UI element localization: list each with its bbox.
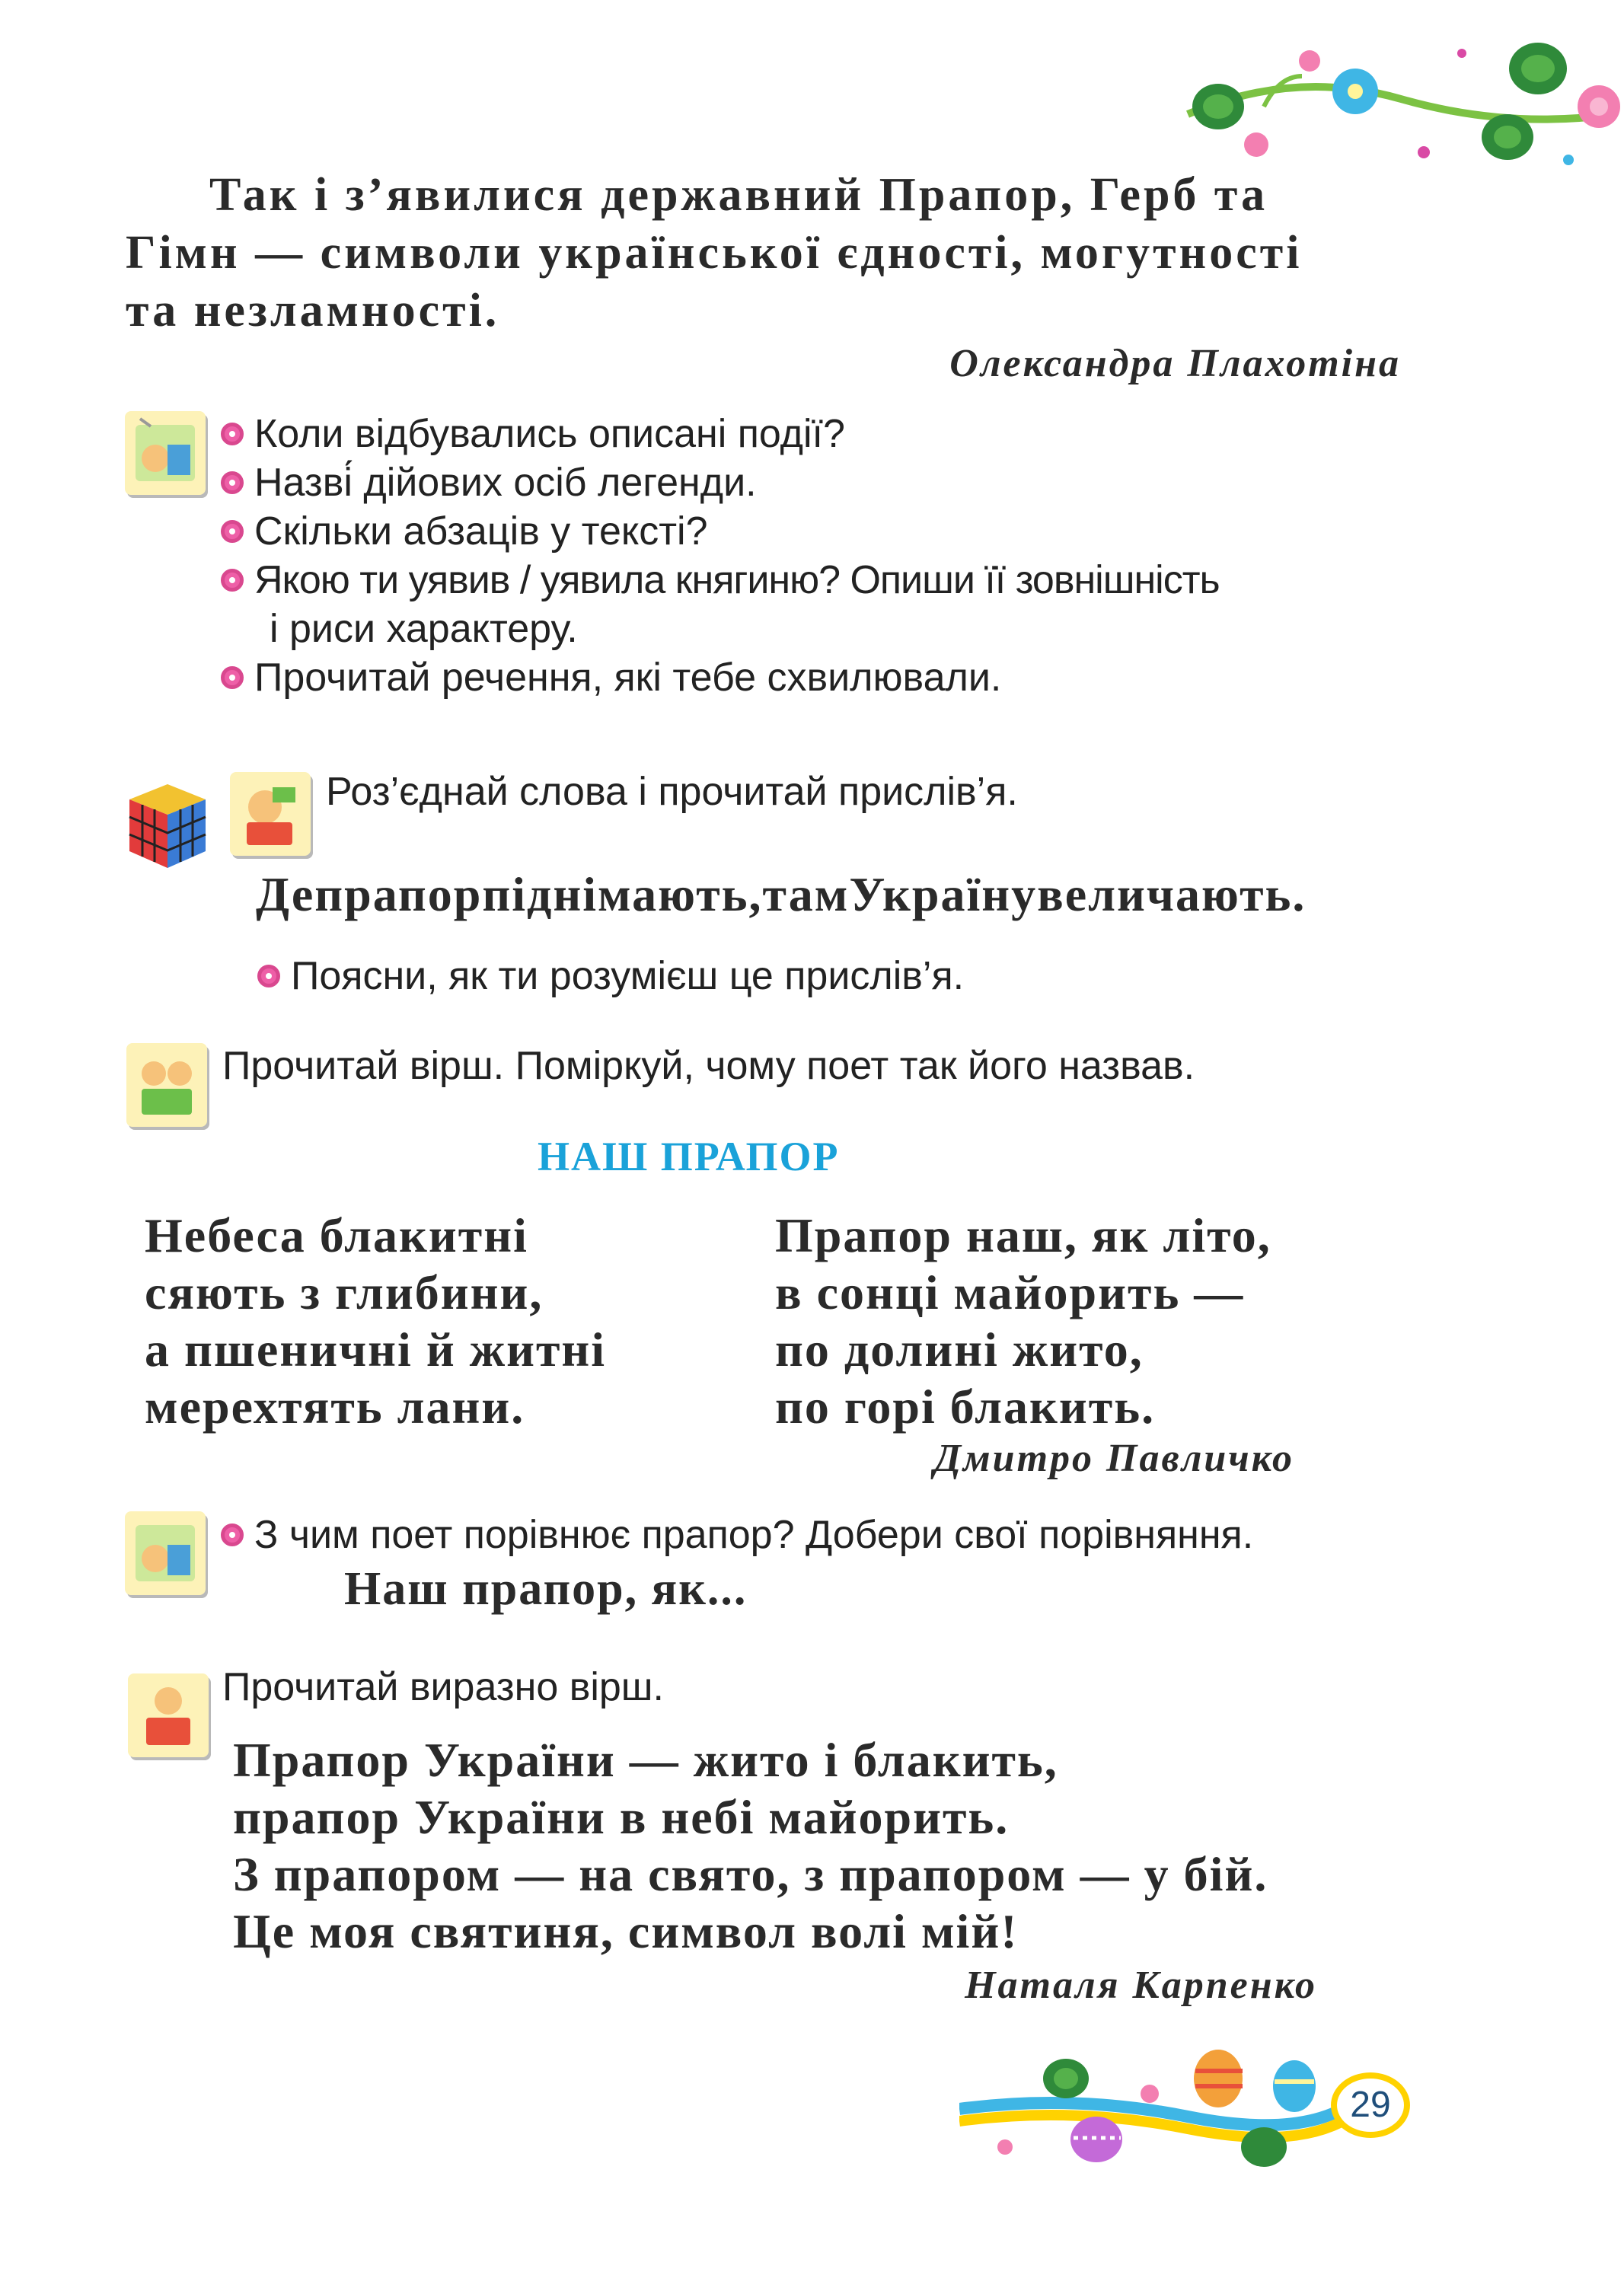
- question-item: [221, 410, 1439, 458]
- intro-line: Гімн — символи української єдності, могутності: [126, 227, 1303, 279]
- question-item: [221, 653, 1439, 702]
- floral-decoration: [1173, 23, 1622, 175]
- questions-list: [221, 410, 1439, 702]
- intro-author: Олександра Плахотіна: [949, 342, 1401, 385]
- proverb-instruction: Роз’єднай слова і прочитай прислів’я.: [326, 770, 1018, 814]
- game-icon: [230, 772, 311, 856]
- poem-line: по долині жито,: [775, 1322, 1144, 1377]
- bullet-icon: [221, 471, 244, 494]
- poem-right-stanza: [775, 1207, 1271, 1435]
- poem-line: по горі блакить.: [775, 1380, 1156, 1434]
- rubik-cube-icon: [114, 769, 221, 876]
- compare-phrase: Наш прапор, як...: [344, 1563, 748, 1615]
- poem-line: мерехтять лани.: [145, 1380, 525, 1434]
- intro-line: та незламності.: [126, 285, 500, 337]
- bullet-icon: [221, 1523, 244, 1546]
- question-text: Коли відбувались описані події?: [254, 412, 845, 456]
- poem-line: Це моя святиня, символ волі мій!: [233, 1904, 1019, 1958]
- poem-instruction: Прочитай вірш. Поміркуй, чому поет так його назвав.: [222, 1044, 1195, 1088]
- read-poem: [233, 1731, 1268, 1960]
- bullet-icon: [257, 965, 280, 987]
- read-author: Наталя Карпенко: [965, 1964, 1317, 2007]
- bullet-icon: [221, 423, 244, 445]
- easter-eggs-decoration: [959, 2048, 1370, 2178]
- bullet-icon: [221, 520, 244, 543]
- intro-line: Так і з’явилися державний Прапор, Герб та: [209, 169, 1268, 221]
- bullet-icon: [221, 569, 244, 592]
- poem-title: НАШ ПРАПОР: [538, 1134, 840, 1179]
- think-icon: [125, 411, 206, 495]
- poem-author: Дмитро Павличко: [933, 1437, 1294, 1480]
- proverb-text: Депрапорпіднімають,тамУкраїнувеличають.: [256, 867, 1307, 921]
- compare-question: [221, 1511, 1253, 1559]
- proverb-question: [257, 952, 964, 1000]
- question-text: Назві́ дійових осіб легенди.: [254, 461, 757, 505]
- question-item: [221, 458, 1439, 507]
- poem-line: а пшеничні й житні: [145, 1322, 607, 1377]
- question-item: [221, 507, 1439, 556]
- poem-left-stanza: [145, 1207, 606, 1435]
- question-continuation: і риси характеру.: [270, 607, 578, 651]
- question-text: Поясни, як ти розумієш це прислів’я.: [291, 954, 965, 998]
- question-text: Прочитай речення, які тебе схвилювали.: [254, 656, 1002, 700]
- poem-line: сяють з глибини,: [145, 1265, 544, 1319]
- bullet-icon: [221, 666, 244, 689]
- read-instruction: Прочитай виразно вірш.: [222, 1665, 664, 1709]
- intro-paragraph: [126, 166, 1420, 340]
- reading-child-icon: [128, 1673, 209, 1757]
- poem-line: Небеса блакитні: [145, 1208, 528, 1262]
- question-text: Скільки абзаців у тексті?: [254, 509, 708, 554]
- page-number: 29: [1331, 2072, 1410, 2138]
- question-text: З чим поет порівнює прапор? Добери свої порівняння.: [254, 1513, 1254, 1557]
- question-text: Якою ти уявив / уявила княгиню? Опиши її зовнішність: [254, 558, 1220, 602]
- poem-line: З прапором — на свято, з прапором — у бій.: [233, 1847, 1268, 1901]
- poem-line: в сонці майорить —: [775, 1265, 1245, 1319]
- think-icon: [125, 1511, 206, 1595]
- poem-line: прапор України в небі майорить.: [233, 1790, 1010, 1844]
- question-item: [221, 556, 1439, 605]
- reading-kids-icon: [126, 1043, 207, 1127]
- poem-line: Прапор України — жито і блакить,: [233, 1733, 1058, 1787]
- poem-line: Прапор наш, як літо,: [775, 1208, 1271, 1262]
